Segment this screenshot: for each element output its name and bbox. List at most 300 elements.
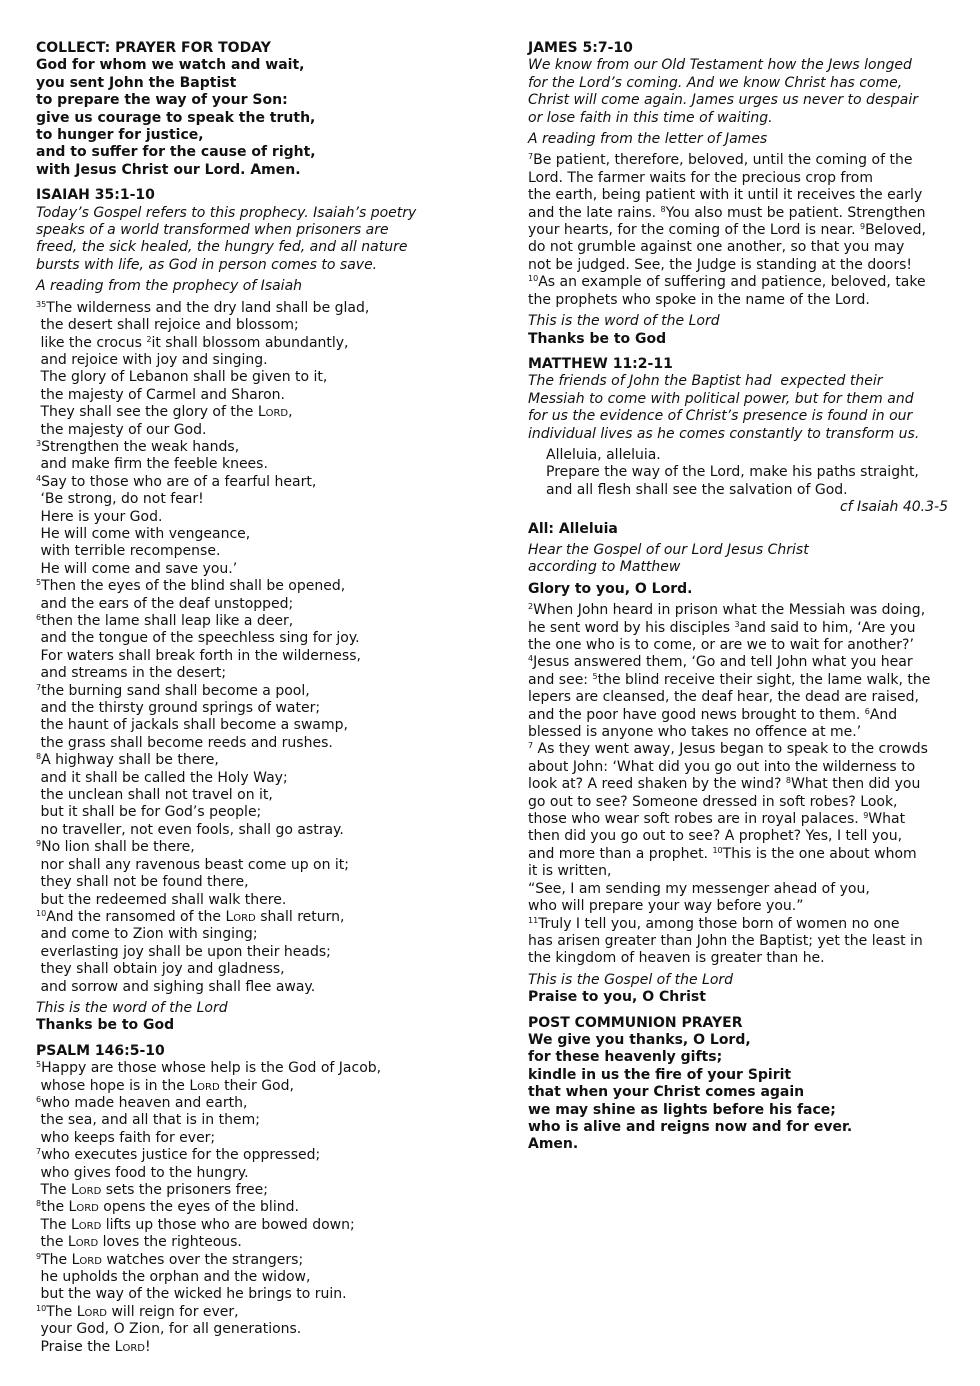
- verse-line: [36, 961, 476, 978]
- verse-text: the majesty of Carmel and Sharon.: [36, 386, 285, 403]
- matthew-intro: [528, 373, 948, 443]
- psalm-section: [36, 1043, 476, 1356]
- verse-text: Jesus answered them, ‘Go and tell John what you hear: [533, 654, 913, 671]
- verse-text: who will prepare your way before you.”: [528, 898, 804, 915]
- verse-number: 9: [859, 222, 866, 232]
- prayer-line: kindle in us the fire of your Spirit: [528, 1066, 792, 1083]
- verse-line: [36, 787, 476, 804]
- verse-text: The: [46, 1303, 77, 1320]
- verse-text: but the way of the wicked he brings to ruin.: [36, 1286, 347, 1303]
- divine-name: Lord: [68, 1199, 99, 1216]
- psalm-heading: PSALM 146:5-10: [36, 1042, 165, 1059]
- verse-text: who executes justice for the oppressed;: [41, 1147, 321, 1164]
- verse-line: [36, 509, 476, 526]
- verse-text: Say to those who are of a fearful heart,: [41, 473, 317, 490]
- verse-line: [36, 1060, 476, 1077]
- verse-line: [36, 1130, 476, 1147]
- verse-text: They shall see the glory of the: [36, 404, 258, 421]
- isaiah-intro: [36, 205, 476, 275]
- verse-line: [36, 1199, 476, 1216]
- divine-name: Lord: [189, 1077, 220, 1094]
- verse-text: it shall blossom abundantly,: [151, 334, 349, 351]
- verse-text: Happy are those whose help is the God of Jacob,: [41, 1060, 382, 1077]
- verse-text: and it shall be called the Holy Way;: [36, 769, 288, 786]
- verse-number: 5: [36, 1060, 42, 1070]
- prayer-line: you sent John the Baptist: [36, 74, 237, 91]
- verse-text: No lion shall be there,: [41, 839, 195, 856]
- james-intro: [528, 57, 948, 127]
- isaiah-response: Thanks be to God: [36, 1017, 175, 1034]
- intro-line: Messiah to come with political power, but for them and: [528, 390, 914, 407]
- verse-line: [528, 654, 948, 671]
- verse-line: [36, 804, 476, 821]
- left-column: [36, 40, 476, 1356]
- verse-line: [528, 863, 948, 880]
- collect-heading: COLLECT: PRAYER FOR TODAY: [36, 40, 271, 56]
- verse-text: And the ransomed of the: [46, 908, 226, 925]
- verse-text: opens the eyes of the blind.: [98, 1199, 299, 1216]
- divine-name: Lord: [225, 908, 256, 925]
- verse-number: 10: [712, 845, 723, 855]
- verse-line: [36, 596, 476, 613]
- verse-text: go out to see? Someone dressed in soft robes? Look,: [528, 793, 898, 810]
- james-response: Thanks be to God: [528, 330, 667, 347]
- verse-text: about John: ‘What did you go out into the wilderness to: [528, 758, 916, 775]
- james-section: [528, 40, 948, 348]
- verse-number: 6: [864, 706, 870, 716]
- verse-text: the kingdom of heaven is greater than he.: [528, 950, 825, 967]
- verse-number: 6: [36, 1094, 42, 1104]
- prayer-line: that when your Christ comes again: [528, 1084, 805, 1101]
- intro-line: Today’s Gospel refers to this prophecy. Isaiah’s poetry: [36, 204, 417, 221]
- verse-text: The: [36, 1216, 71, 1233]
- verse-line: [36, 1234, 476, 1251]
- verse-text: the: [36, 1234, 68, 1251]
- verse-line: [528, 672, 948, 689]
- prayer-line: God for whom we watch and wait,: [36, 57, 305, 74]
- verse-text: the grass shall become reeds and rushes.: [36, 734, 333, 751]
- divine-name: Lord: [67, 1234, 99, 1251]
- verse-text: and the poor have good news brought to them.: [528, 706, 865, 723]
- glory-response: Glory to you, O Lord.: [528, 580, 693, 597]
- verse-number: 10: [36, 1303, 47, 1313]
- verse-line: [528, 222, 948, 239]
- verse-text: the burning sand shall become a pool,: [41, 682, 310, 699]
- matthew-heading: MATTHEW 11:2-11: [528, 355, 673, 372]
- verse-text: Strengthen the weak hands,: [41, 438, 240, 455]
- verse-line: [528, 741, 948, 758]
- verse-text: lepers are cleansed, the deaf hear, the dead are raised,: [528, 689, 919, 706]
- verse-line: [528, 239, 948, 256]
- intro-line: The friends of John the Baptist had expected their: [528, 373, 883, 390]
- verse-line: [528, 828, 948, 845]
- verse-number: 8: [36, 752, 42, 762]
- verse-text: everlasting joy shall be upon their heads;: [36, 943, 331, 960]
- verse-text: who keeps faith for ever;: [36, 1129, 216, 1146]
- verse-text: ‘Be strong, do not fear!: [36, 491, 204, 508]
- verse-text: This is the one about whom: [722, 845, 917, 862]
- verse-text: look at? A reed shaken by the wind?: [528, 776, 786, 793]
- verse-line: [528, 898, 948, 915]
- psalm-text: [36, 1060, 476, 1356]
- verse-text: but the redeemed shall walk there.: [36, 891, 287, 908]
- prayer-line: Amen.: [528, 1136, 579, 1153]
- verse-line: [36, 1095, 476, 1112]
- collect-prayer: [36, 57, 476, 179]
- isaiah-text: [36, 300, 476, 996]
- isaiah-response-versicle: This is the word of the Lord: [36, 999, 228, 1016]
- intro-line: for us the evidence of Christ’s presence is found in our: [528, 408, 913, 425]
- isaiah-heading: ISAIAH 35:1-10: [36, 187, 155, 204]
- post-communion-section: [528, 1015, 948, 1154]
- acclamation-line: Alleluia, alleluia.: [546, 446, 661, 463]
- verse-line: [36, 1217, 476, 1234]
- verse-text: ,: [288, 404, 293, 421]
- verse-number: 2: [528, 602, 534, 612]
- verse-line: [36, 543, 476, 560]
- verse-text: and see:: [528, 671, 593, 688]
- verse-line: [36, 1165, 476, 1182]
- verse-text: and make firm the feeble knees.: [36, 456, 268, 473]
- verse-text: and the thirsty ground springs of water;: [36, 700, 321, 717]
- verse-text: Beloved,: [865, 222, 926, 239]
- verse-text: A highway shall be there,: [41, 752, 219, 769]
- verse-line: [36, 1269, 476, 1286]
- verse-number: 5: [592, 671, 598, 681]
- verse-text: You also must be patient. Strengthen: [665, 204, 926, 221]
- prayer-line: We give you thanks, O Lord,: [528, 1031, 751, 1048]
- verse-line: [36, 648, 476, 665]
- prayer-line: with Jesus Christ our Lord. Amen.: [36, 161, 301, 178]
- verse-line: [528, 846, 948, 863]
- verse-number: 10: [36, 908, 47, 918]
- verse-number: 9: [36, 1251, 42, 1261]
- intro-line: individual lives as he comes constantly to transform us.: [528, 425, 920, 442]
- verse-line: [36, 456, 476, 473]
- verse-line: [36, 1078, 476, 1095]
- verse-text: the earth, being patient with it until it receives the early: [528, 187, 923, 204]
- verse-text: the majesty of our God.: [36, 421, 207, 438]
- verse-number: 9: [863, 811, 869, 821]
- verse-text: What then did you: [790, 776, 921, 793]
- divine-name: Lord: [114, 1338, 145, 1355]
- verse-text: watches over the strangers;: [101, 1251, 304, 1268]
- verse-text: the blind receive their sight, the lame walk, the: [597, 671, 931, 688]
- verse-line: [36, 439, 476, 456]
- matthew-section: [528, 356, 948, 1007]
- verse-line: [528, 811, 948, 828]
- post-communion-heading: POST COMMUNION PRAYER: [528, 1014, 743, 1031]
- verse-text: not be judged. See, the Judge is standing at the doors!: [528, 256, 913, 273]
- verse-text: they shall obtain joy and gladness,: [36, 961, 285, 978]
- gospel-announcement: [528, 542, 948, 577]
- verse-text: sets the prisoners free;: [101, 1182, 268, 1198]
- verse-text: their God,: [219, 1077, 294, 1094]
- isaiah-reading-title: A reading from the prophecy of Isaiah: [36, 278, 303, 295]
- verse-line: [36, 1112, 476, 1129]
- verse-line: [36, 926, 476, 943]
- verse-line: [36, 1321, 476, 1338]
- prayer-line: and to suffer for the cause of right,: [36, 144, 316, 161]
- verse-line: [528, 292, 948, 309]
- verse-text: The glory of Lebanon shall be given to it,: [36, 369, 328, 386]
- verse-text: Be patient, therefore, beloved, until the coming of the: [533, 152, 913, 169]
- divine-name: Lord: [257, 404, 289, 421]
- verse-line: [36, 300, 476, 317]
- verse-text: And: [869, 706, 898, 723]
- james-heading: JAMES 5:7-10: [528, 40, 633, 56]
- verse-line: [528, 794, 948, 811]
- verse-text: and the tongue of the speechless sing for joy.: [36, 630, 360, 647]
- verse-text: and come to Zion with singing;: [36, 926, 258, 943]
- verse-text: !: [144, 1338, 151, 1355]
- verse-line: [528, 257, 948, 274]
- verse-number: 4: [36, 473, 42, 483]
- divine-name: Lord: [71, 1251, 102, 1268]
- divine-name: Lord: [70, 1216, 102, 1233]
- verse-line: [36, 578, 476, 595]
- james-response-versicle: This is the word of the Lord: [528, 313, 720, 330]
- verse-line: [36, 735, 476, 752]
- verse-text: and streams in the desert;: [36, 665, 227, 682]
- verse-text: the prophets who spoke in the name of the Lord.: [528, 291, 870, 308]
- verse-line: [528, 152, 948, 169]
- verse-text: your God, O Zion, for all generations.: [36, 1321, 302, 1338]
- intro-line: freed, the sick healed, the hungry fed, and all nature: [36, 239, 408, 256]
- verse-text: with terrible recompense.: [36, 543, 221, 560]
- verse-line: [528, 637, 948, 654]
- verse-line: [36, 317, 476, 334]
- verse-text: nor shall any ravenous beast come up on it;: [36, 856, 350, 873]
- verse-line: [36, 526, 476, 543]
- james-text: [528, 152, 948, 309]
- verse-text: the haunt of jackals shall become a swamp,: [36, 717, 348, 734]
- verse-text: The: [36, 1182, 71, 1198]
- verse-text: He will come with vengeance,: [36, 525, 251, 542]
- verse-line: [528, 205, 948, 222]
- verse-line: [36, 561, 476, 578]
- verse-line: [36, 404, 476, 421]
- verse-line: [36, 352, 476, 369]
- intro-line: We know from our Old Testament how the Jews longed: [528, 57, 912, 74]
- verse-text: the desert shall rejoice and blossom;: [36, 317, 299, 334]
- prayer-line: who is alive and reigns now and for ever.: [528, 1118, 853, 1135]
- verse-line: [36, 874, 476, 891]
- matthew-text: [528, 602, 948, 968]
- verse-text: The: [41, 1251, 72, 1268]
- verse-number: 35: [36, 299, 47, 309]
- verse-text: then did you go out to see? A prophet? Yes, I tell you,: [528, 828, 903, 845]
- verse-line: [36, 944, 476, 961]
- verse-number: 2: [146, 334, 152, 344]
- verse-text: they shall not be found there,: [36, 874, 249, 891]
- verse-text: Truly I tell you, among those born of women no one: [538, 915, 900, 932]
- intro-line: for the Lord’s coming. And we know Christ has come,: [528, 74, 903, 91]
- verse-line: [36, 1304, 476, 1321]
- verse-text: the one who is to come, or are we to wait for another?’: [528, 637, 914, 653]
- verse-number: 6: [36, 613, 42, 622]
- verse-text: and rejoice with joy and singing.: [36, 351, 268, 368]
- acclamation-line: and all flesh shall see the salvation of God.: [546, 481, 848, 498]
- verse-text: the sea, and all that is in them;: [36, 1112, 260, 1129]
- verse-number: 7: [36, 1147, 42, 1157]
- verse-line: [36, 630, 476, 647]
- verse-line: [36, 369, 476, 386]
- verse-number: 8: [660, 204, 666, 214]
- verse-line: [528, 776, 948, 793]
- verse-line: [36, 1252, 476, 1269]
- verse-line: [528, 170, 948, 187]
- all-response: All: Alleluia: [528, 520, 618, 537]
- verse-line: [528, 881, 948, 898]
- divine-name: Lord: [76, 1303, 108, 1320]
- verse-text: As they went away, Jesus began to speak to the crowds: [533, 741, 928, 758]
- verse-line: [528, 689, 948, 706]
- prayer-line: to prepare the way of your Son:: [36, 92, 288, 109]
- collect-section: [36, 40, 476, 179]
- intro-line: or lose faith in this time of waiting.: [528, 109, 773, 126]
- verse-text: blessed is anyone who takes no offence at me.’: [528, 724, 862, 741]
- verse-number: 5: [36, 578, 42, 588]
- verse-text: then the lame shall leap like a deer,: [41, 613, 294, 629]
- verse-text: your hearts, for the coming of the Lord is near.: [528, 222, 860, 239]
- verse-number: 3: [36, 438, 42, 448]
- verse-line: [36, 474, 476, 491]
- verse-number: 9: [36, 839, 42, 849]
- verse-line: [528, 950, 948, 967]
- prayer-line: give us courage to speak the truth,: [36, 109, 316, 126]
- verse-text: he upholds the orphan and the widow,: [36, 1269, 311, 1286]
- isaiah-section: [36, 187, 476, 1035]
- verse-text: When John heard in prison what the Messiah was doing,: [533, 602, 926, 619]
- verse-text: has arisen greater than John the Baptist; yet the least in: [528, 932, 923, 949]
- verse-text: loves the righteous.: [98, 1234, 242, 1251]
- verse-number: 7: [528, 152, 534, 162]
- verse-line: [36, 892, 476, 909]
- verse-number: 4: [528, 654, 534, 664]
- verse-number: 10: [528, 274, 539, 284]
- divine-name: Lord: [70, 1182, 102, 1198]
- verse-line: [36, 700, 476, 717]
- verse-line: [36, 770, 476, 787]
- verse-text: Here is your God.: [36, 508, 163, 525]
- verse-text: Then the eyes of the blind shall be opened,: [41, 578, 346, 595]
- verse-number: 8: [785, 776, 791, 786]
- verse-line: [36, 822, 476, 839]
- verse-line: [528, 274, 948, 291]
- acclamation-line: Prepare the way of the Lord, make his paths straight,: [546, 464, 919, 481]
- post-communion-prayer: [528, 1032, 948, 1154]
- verse-line: [36, 839, 476, 856]
- verse-line: [528, 707, 948, 724]
- verse-number: 11: [528, 915, 539, 925]
- verse-text: he sent word by his disciples: [528, 619, 735, 636]
- verse-line: [36, 387, 476, 404]
- verse-text: The wilderness and the dry land shall be glad,: [46, 299, 370, 316]
- right-column: [528, 40, 948, 1154]
- verse-text: “See, I am sending my messenger ahead of you,: [528, 880, 870, 897]
- intro-line: bursts with life, as God in person comes to save.: [36, 256, 378, 273]
- verse-line: [528, 724, 948, 741]
- verse-line: [36, 422, 476, 439]
- verse-text: He will come and save you.’: [36, 560, 238, 577]
- gospel-acclamation: [528, 447, 948, 499]
- verse-line: [528, 187, 948, 204]
- verse-text: who made heaven and earth,: [41, 1094, 248, 1111]
- verse-number: 8: [36, 1199, 42, 1209]
- verse-line: [36, 1286, 476, 1303]
- matthew-response: Praise to you, O Christ: [528, 989, 706, 1006]
- intro-line: speaks of a world transformed when prisoners are: [36, 222, 389, 239]
- acclamation-citation: cf Isaiah 40.3-5: [839, 499, 948, 516]
- verse-number: 3: [734, 619, 740, 629]
- verse-line: [36, 335, 476, 352]
- verse-number: 7: [36, 682, 42, 692]
- verse-text: will reign for ever,: [107, 1303, 239, 1320]
- verse-line: [36, 1147, 476, 1164]
- verse-line: [36, 665, 476, 682]
- verse-text: As an example of suffering and patience, beloved, take: [538, 274, 926, 291]
- verse-text: those who wear soft robes are in royal palaces.: [528, 811, 864, 828]
- verse-line: [36, 491, 476, 508]
- verse-text: like the crocus: [36, 334, 147, 351]
- verse-line: [528, 759, 948, 776]
- verse-text: Lord. The farmer waits for the precious crop from: [528, 169, 874, 186]
- announcement-line: Hear the Gospel of our Lord Jesus Christ: [528, 541, 809, 558]
- verse-line: [528, 916, 948, 933]
- verse-line: [36, 979, 476, 996]
- prayer-line: to hunger for justice,: [36, 127, 204, 144]
- verse-text: do not grumble against one another, so that you may: [528, 239, 905, 256]
- verse-line: [528, 933, 948, 950]
- verse-text: and the ears of the deaf unstopped;: [36, 595, 294, 612]
- verse-text: For waters shall break forth in the wilderness,: [36, 647, 361, 664]
- announcement-line: according to Matthew: [528, 559, 681, 576]
- intro-line: Christ will come again. James urges us never to despair: [528, 92, 918, 109]
- verse-text: the: [41, 1199, 69, 1216]
- verse-text: Praise the: [36, 1338, 115, 1355]
- verse-number: 7: [528, 741, 534, 751]
- verse-line: [36, 717, 476, 734]
- verse-text: the unclean shall not travel on it,: [36, 787, 273, 804]
- verse-text: What: [868, 811, 906, 828]
- verse-line: [36, 683, 476, 700]
- james-reading-title: A reading from the letter of James: [528, 131, 768, 148]
- verse-line: [36, 613, 476, 630]
- verse-text: and the late rains.: [528, 204, 661, 221]
- prayer-line: for these heavenly gifts;: [528, 1049, 723, 1066]
- verse-line: [36, 909, 476, 926]
- verse-text: and sorrow and sighing shall flee away.: [36, 978, 316, 995]
- verse-text: shall return,: [255, 908, 345, 925]
- verse-text: lifts up those who are bowed down;: [101, 1216, 355, 1233]
- verse-line: [36, 857, 476, 874]
- verse-text: but it shall be for God’s people;: [36, 804, 262, 821]
- verse-line: [36, 1182, 476, 1199]
- prayer-line: we may shine as lights before his face;: [528, 1101, 836, 1118]
- verse-line: [528, 620, 948, 637]
- verse-text: who gives food to the hungry.: [36, 1164, 249, 1181]
- verse-text: whose hope is in the: [36, 1077, 190, 1094]
- verse-line: [528, 602, 948, 619]
- matthew-response-versicle: This is the Gospel of the Lord: [528, 971, 734, 988]
- verse-line: [36, 752, 476, 769]
- verse-text: it is written,: [528, 863, 612, 880]
- verse-text: no traveller, not even fools, shall go astray.: [36, 821, 344, 838]
- verse-text: and more than a prophet.: [528, 845, 713, 862]
- verse-text: and said to him, ‘Are you: [739, 619, 916, 636]
- verse-line: [36, 1339, 476, 1356]
